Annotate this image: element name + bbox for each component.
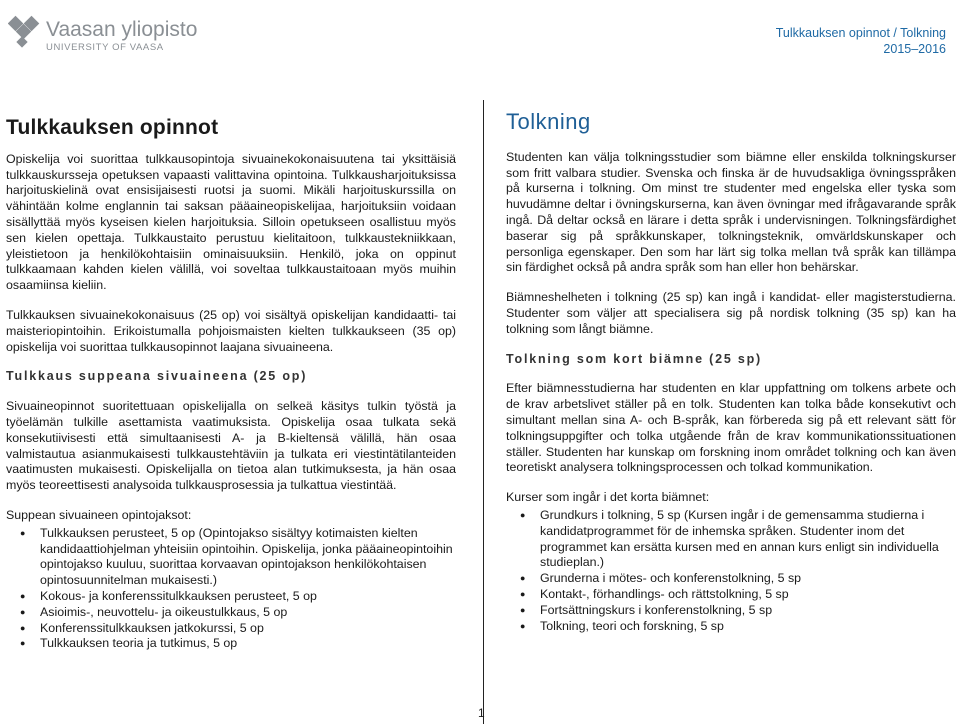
list-item: ● Kontakt-, förhandlings- och rättstolkning, 5 sp xyxy=(520,587,956,603)
logo-name: Vaasan yliopisto xyxy=(46,18,198,41)
left-column xyxy=(6,106,456,652)
right-list-lead: Kurser som ingår i det korta biämnet: xyxy=(506,490,710,505)
left-paragraph-1: Opiskelija voi suorittaa tulkkausopintoja sivuainekokonaisuutena tai yksittäisiä tulkkauskursseja opetuksen vapaasti valittavina opintoina. Tulkkausharjoituksissa harjoituskielinä ovat ensisijaisesti ruotsi ja suomi. Mikäli harjoituskurssilla on vähintään kolme englannin tai saksan pääaineopiskelijaa, harjoituksiin voidaan sisällyttää myös kyseisen kielen harjoituksia. Silloin opetukseen osallistuu myös sen kielen opettaja. Tulkkaustaito perustuu kielitaitoon, tulkkaustekniikkaan, yleistietoon ja henkilökohtaisiin ominaisuuksiin. Henkilö, joka on oppinut tulkkaamaan kahden kielen välillä, voi soveltaa tulkkaustaitoaan myös muihin osaamiinsa kieliin. xyxy=(6,151,456,293)
right-course-list xyxy=(506,508,956,634)
right-subtitle: Tolkning som kort biämne (25 sp) xyxy=(506,351,763,366)
right-paragraph-1: Studenten kan välja tolkningsstudier som biämne eller enskilda tolkningskurser som fritt valbara studier. Svenska och finska är de huvudsakliga övningsspråken på kurserna i tolkning. Om minst tre studenter med engelska eller tyska som huvudämne deltar i övningskurserna, kan även övningar med ifrågavarande språk ingå. Då deltar också en lärare i detta språk i undervisningen. Tolkningsfärdighet baserar sig på språkkunskaper, tolkningsteknik, omvärldskunskaper och personliga egenskaper. Den som har lärt sig tolka mellan två språk kan tillämpa sin färdighet också på andra språk som han eller hon behärskar. xyxy=(506,149,956,275)
university-logo xyxy=(8,14,248,54)
list-item: ● Kokous- ja konferenssitulkkauksen perusteet, 5 op xyxy=(20,589,456,605)
left-paragraph-3: Sivuaineopinnot suoritettuaan opiskelijalla on selkeä käsitys tulkin työstä ja työelämän tulkille asettamista vaatimuksista. Opiskelija osaa tulkata sekä konsekutiivisesti että simultaanisesti A- ja B-kieltensä välillä, hän osaa valmistautua asianmukaisesti tulkkaustehtäviin ja tulkata eri viestintätilanteiden vaatimusten mukaisesti. Opiskelijalla on tietoa alan tutkimuksesta, ja hän osaa myös teoreettisesti analysoida tulkkausprosessia ja tulkattua viestintää. xyxy=(6,399,456,493)
column-divider xyxy=(483,100,484,724)
right-column xyxy=(506,106,956,634)
header-right xyxy=(776,25,946,57)
right-paragraph-2: Biämneshelheten i tolkning (25 sp) kan ingå i kandidat- eller magisterstudierna. Studenter som väljer att specialisera sig på nordisk tolkning (35 sp) kan ha tolkning som långt biämne. xyxy=(506,290,956,336)
left-course-list xyxy=(6,526,456,652)
list-item: ● Asioimis-, neuvottelu- ja oikeustulkkaus, 5 op xyxy=(20,605,456,621)
list-item: ● Tolkning, teori och forskning, 5 sp xyxy=(520,619,956,635)
left-paragraph-2: Tulkkauksen sivuainekokonaisuus (25 op) voi sisältyä opiskelijan kandidaatti- tai maisteriopintoihin. Erikoistumalla pohjoismaisten kielten tulkkaukseen (35 op) opiskelija voi suorittaa tulkkausopinnot laajana sivuaineena. xyxy=(6,307,456,354)
list-item: ● Tulkkauksen perusteet, 5 op (Opintojakso sisältyy kotimaisten kielten kandidaattiohjelman yhteisiin opintoihin. Opiskelija, jonka pääaineopintoihin opintojakso kuuluu, suorittaa korvaavan opintojakson henkilökohtaisen opintosuunnitelman mukaisesti.) xyxy=(20,526,456,589)
list-item: ● Fortsättningskurs i konferenstolkning, 5 sp xyxy=(520,603,956,619)
left-list-lead: Suppean sivuaineen opintojaksot: xyxy=(6,507,192,522)
left-title: Tulkkauksen opinnot xyxy=(6,116,219,139)
right-paragraph-3: Efter biämnesstudierna har studenten en klar uppfattning om tolkens arbete och de krav arbetslivet ställer på en tolk. Studenten kan tolka både konsekutivt och simultant mellan sina A- och B-språk, kan förbereda sig på ett relevant sätt för tolkningsuppgifter och tolka utgående från de krav kommunikationssituationen ställer. Studenten har kunskap om forskning inom området tolkning och kan även teoretiskt analysera tolkningsprocessen och tolkad kommunikation. xyxy=(506,381,956,475)
list-item: ● Grundkurs i tolkning, 5 sp (Kursen ingår i de gemensamma studierna i kandidatprogrammet för de inhemska språken. Studenter inom det programmet kan ersätta kursen med en annan kurs enligt sin individuella studieplan.) xyxy=(520,508,956,571)
logo-mark-icon xyxy=(8,14,248,54)
right-title: Tolkning xyxy=(506,109,591,134)
list-item: ● Tulkkauksen teoria ja tutkimus, 5 op xyxy=(20,636,456,652)
logo-subtitle: UNIVERSITY OF VAASA xyxy=(46,42,164,53)
list-item: ● Grunderna i mötes- och konferenstolkning, 5 sp xyxy=(520,571,956,587)
page-number: 1 xyxy=(478,706,485,720)
list-item: ● Konferenssitulkkauksen jatkokurssi, 5 op xyxy=(20,621,456,637)
left-subtitle: Tulkkaus suppeana sivuaineena (25 op) xyxy=(6,369,308,384)
academic-years: 2015–2016 xyxy=(883,42,946,56)
doc-title: Tulkkauksen opinnot / Tolkning xyxy=(775,26,946,40)
